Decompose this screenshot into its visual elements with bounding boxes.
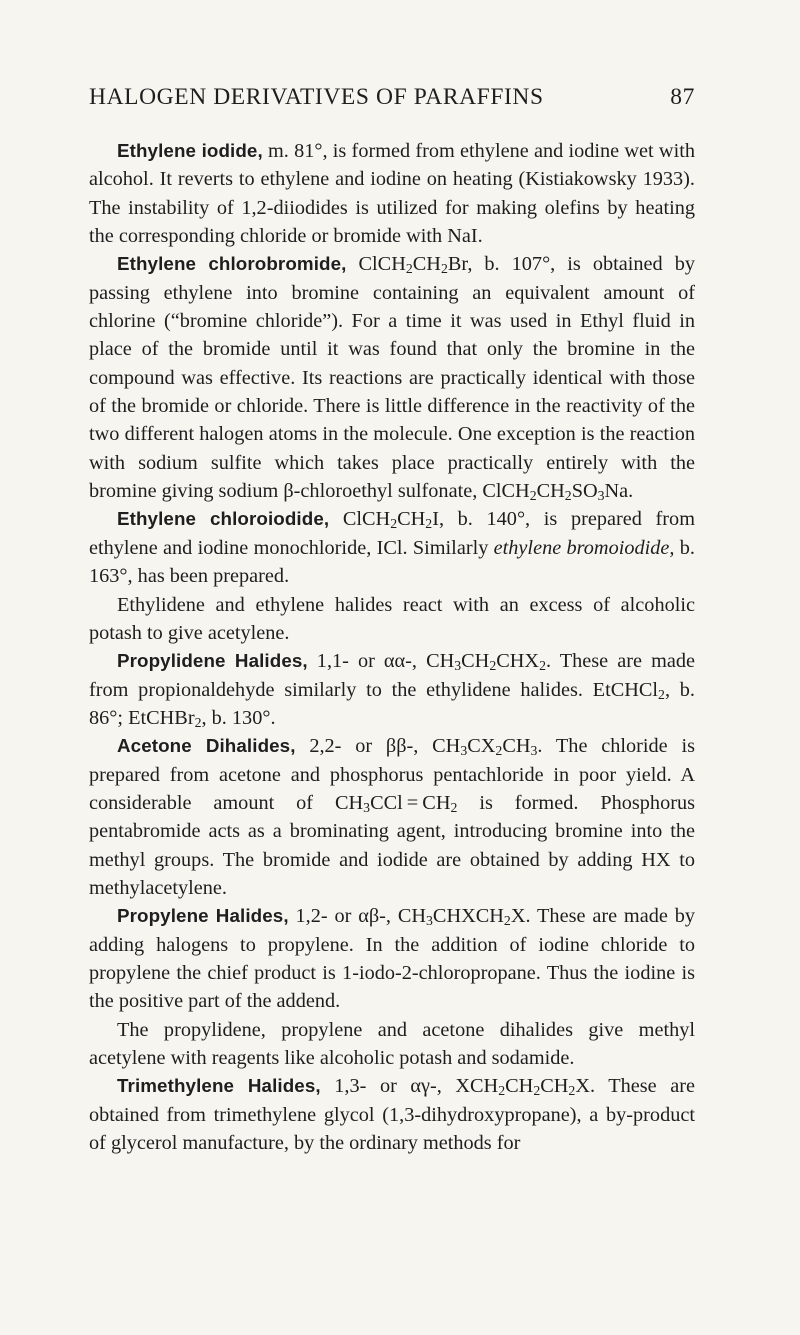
compound-heading: Trimethylene Halides, xyxy=(117,1075,321,1097)
paragraph-methyl-acetylene-note: The propylidene, propylene and acetone dihalides give methyl acetylene with reagents like alcoholic potash and sodamide. xyxy=(89,1018,695,1069)
compound-heading: Ethylene chloroiodide, xyxy=(117,508,330,530)
paragraph-ethylidene-note: Ethylidene and ethylene halides react with an excess of alcoholic potash to give acetylene. xyxy=(89,593,695,644)
body-text xyxy=(89,137,695,1157)
paragraph-trimethylene-halides: Trimethylene Halides, 1,3- or αγ-, $XCH_2CH_2CH_2X$. These are obtained from trimethylene glycol (1,3-dihydroxypropane), a by-product of glycerol manufacture, by the ordinary methods for xyxy=(89,1075,695,1155)
running-title: HALOGEN DERIVATIVES OF PARAFFINS xyxy=(89,84,544,110)
paragraph-ethylene-chlorobromide: Ethylene chlorobromide, $ClCH_2CH_2Br$, b. 107°, is obtained by passing ethylene into bromine containing an equivalent amount of chlorine (“bromine chloride”). For a time it was used in Ethyl fluid in place of the bromide until it was found that only the bromine in the compound was effective. Its reactions are practically identical with those of the bromide or chloride. There is little difference in the reactivity of the two different halogen atoms in the molecule. One exception is the reaction with sodium sulfite which takes place practically entirely with the bromine giving sodium β-chloroethyl sulfonate, $ClCH_2CH_2SO_3Na$. xyxy=(89,253,695,504)
compound-heading: Acetone Dihalides, xyxy=(117,735,296,757)
running-header xyxy=(89,84,695,116)
paragraph-propylidene-halides: Propylidene Halides, 1,1- or αα-, $CH_3CH_2CHX_2$. These are made from propionaldehyde similarly to the ethylidene halides. EtCHCl$_2$, b. 86°; EtCHBr$_2$, b. 130°. xyxy=(89,650,695,730)
page-number: 87 xyxy=(670,84,695,110)
compound-heading: Propylidene Halides, xyxy=(117,650,308,672)
italic-compound: ethylene bromoiodide, xyxy=(493,536,675,559)
paragraph-ethylene-chloroiodide: Ethylene chloroiodide, $ClCH_2CH_2I$, b. 140°, is prepared from ethylene and iodine monochloride, ICl. Similarly ethylene bromoiodide, b. 163°, has been prepared. xyxy=(89,508,695,588)
compound-heading: Ethylene iodide, xyxy=(117,140,263,161)
paragraph-acetone-dihalides: Acetone Dihalides, 2,2- or ββ-, $CH_3CX_2CH_3$. The chloride is prepared from acetone and phosphorus pentachloride in poor yield. A considerable amount of $CH_3CCl = CH_2$ is formed. Phosphorus pentabromide acts as a brominating agent, introducing bromine into the methyl groups. The bromide and iodide are obtained by adding HX to methylacetylene. xyxy=(89,735,695,899)
paragraph-propylene-halides: Propylene Halides, 1,2- or αβ-, $CH_3CHXCH_2X$. These are made by adding halogens to propylene. In the addition of iodine chloride to propylene the chief product is 1-iodo-2-chloropropane. Thus the iodine is the positive part of the addend. xyxy=(89,905,695,1013)
paragraph-ethylene-iodide: Ethylene iodide, m. 81°, is formed from ethylene and iodine wet with alcohol. It reverts to ethylene and iodine on heating (Kistiakowsky 1933). The instability of 1,2-diiodides is utilized for making olefins by heating the corresponding chloride or bromide with NaI. xyxy=(89,140,695,248)
compound-heading: Propylene Halides, xyxy=(117,905,289,927)
compound-heading: Ethylene chlorobromide, xyxy=(117,253,347,275)
